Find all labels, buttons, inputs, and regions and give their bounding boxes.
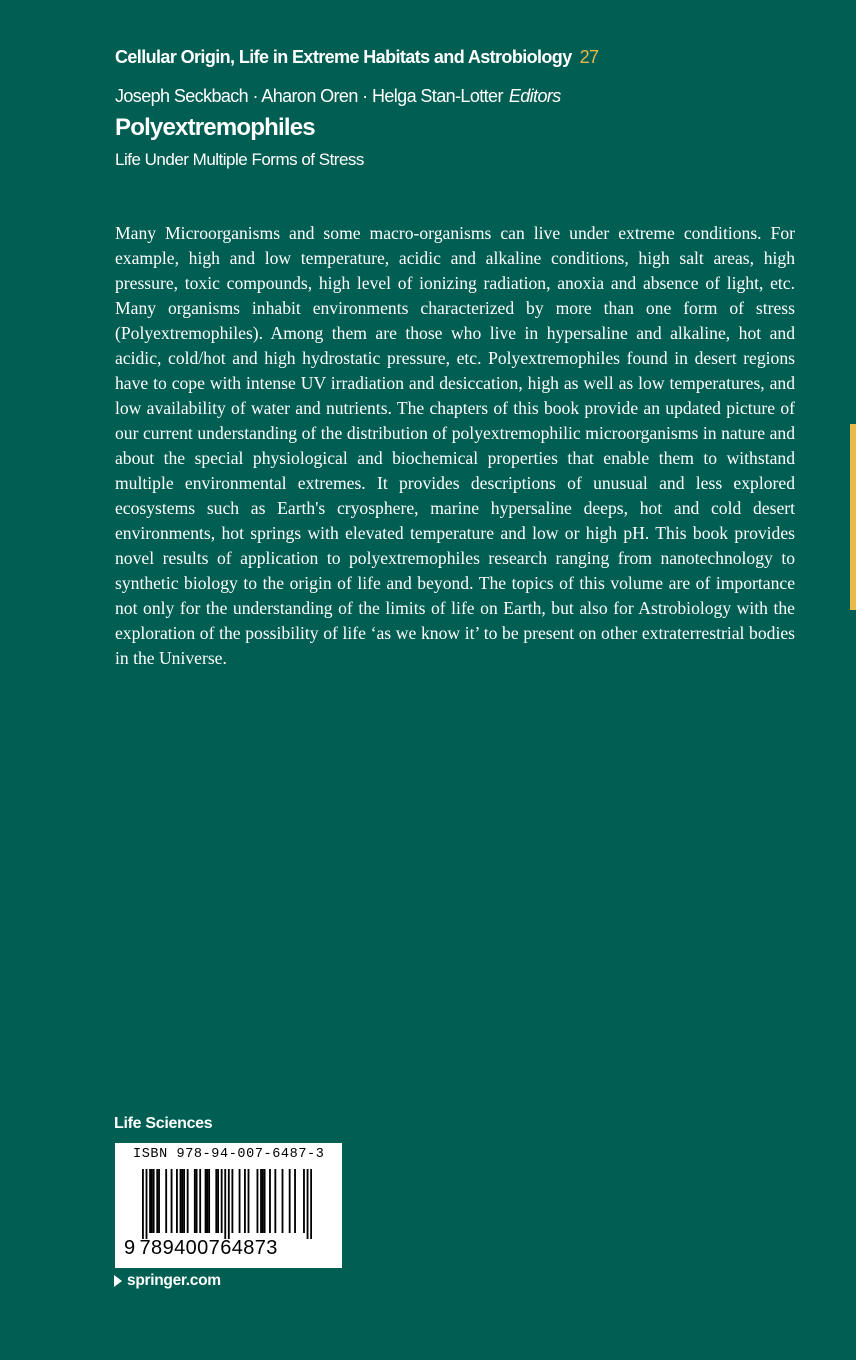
barcode-bar — [153, 1169, 155, 1233]
barcode-bar — [142, 1169, 144, 1239]
book-description: Many Microorganisms and some macro-organisms can live under extreme conditions. For example, high and low temperature, acidic and alkaline conditions, high salt areas, high pressure, toxic compounds, high level of ionizing radiation, anoxia and absence of light, etc. Many organisms inhabit environments characterized by more than one form of stress (Polyextremophiles). Among them are those who live in hypersaline and alkaline, hot and acidic, cold/hot and high hydrostatic pressure, etc. Polyextremophiles found in desert regions have to cope with intense UV irradiation and desiccation, high as well as low temperatures, and low availability of water and nutrients. The chapters of this book provide an updated picture of our current understanding of the distribution of polyextremophilic microorganisms in nature and about the special physiological and biochemical properties that enable them to withstand multiple environmental extremes. It provides descriptions of unusual and less explored ecosystems such as Earth's cryosphere, marine hypersaline deeps, hot and cold desert environments, hot springs with elevated temperature and low or high pH. This book provides novel results of application to polyextremophiles research ranging from nanotechnology to synthetic biology to the origin of life and beyond. The topics of this volume are of importance not only for the understanding of the limits of life on Earth, but also for Astrobiology with the exploration of the possibility of life ‘as we know it’ to be present on other extraterrestrial bodies in the Universe. — [115, 223, 795, 668]
barcode-digit-first: 9 — [124, 1237, 136, 1259]
publisher-url: springer.com — [127, 1272, 221, 1289]
barcode-bar — [196, 1169, 198, 1233]
barcode-bar — [205, 1169, 207, 1233]
barcode-bar — [165, 1169, 167, 1233]
barcode-bar — [282, 1169, 284, 1233]
barcode-bar — [289, 1169, 291, 1233]
series-volume: 27 — [579, 47, 599, 67]
barcode-bar — [310, 1169, 312, 1239]
barcode-bar — [257, 1169, 259, 1233]
barcode-bar — [187, 1169, 189, 1233]
barcode-digits-left: 789400 — [139, 1237, 209, 1259]
barcode-bar — [231, 1169, 233, 1233]
editors-role: Editors — [508, 86, 561, 106]
barcode-bar — [269, 1169, 271, 1233]
barcode-bar — [215, 1169, 217, 1233]
barcode-bar — [274, 1169, 276, 1233]
barcode-bar — [181, 1169, 183, 1233]
barcode-bar — [221, 1169, 223, 1233]
barcode-bar — [146, 1169, 148, 1239]
spine-accent-bar — [850, 424, 856, 610]
barcode-bar — [244, 1169, 246, 1233]
barcode-bar — [151, 1169, 153, 1233]
barcode-bar — [206, 1169, 208, 1233]
series-title — [115, 47, 598, 68]
barcode-bar — [294, 1169, 296, 1233]
subject-category: Life Sciences — [114, 1115, 213, 1132]
barcode-bar — [228, 1169, 230, 1239]
barcode-bar — [260, 1169, 262, 1233]
barcode-bar — [158, 1169, 160, 1233]
book-subtitle: Life Under Multiple Forms of Stress — [115, 150, 364, 169]
isbn-label: ISBN 978-94-007-6487-3 — [133, 1147, 325, 1162]
barcode-bar — [264, 1169, 266, 1233]
barcode-bar — [194, 1169, 196, 1233]
barcode-bar — [262, 1169, 264, 1233]
barcode-bar — [307, 1169, 309, 1239]
publisher-link[interactable] — [114, 1272, 221, 1290]
series-name: Cellular Origin, Life in Extreme Habitats and Astrobiology — [115, 47, 572, 67]
barcode-bar — [176, 1169, 178, 1233]
barcode-bar — [199, 1169, 201, 1233]
arrow-icon — [114, 1275, 122, 1287]
barcode-bar — [149, 1169, 151, 1233]
editors-line — [115, 86, 561, 107]
barcode-bar — [156, 1169, 158, 1233]
barcode-digits-right: 764873 — [208, 1237, 278, 1259]
editor-names: Joseph Seckbach · Aharon Oren · Helga Stan-Lotter — [115, 86, 503, 106]
isbn-barcode — [115, 1143, 342, 1268]
barcode-digits — [124, 1237, 278, 1260]
barcode-bar — [239, 1169, 241, 1233]
barcode-bar — [217, 1169, 219, 1233]
barcode-bar — [208, 1169, 210, 1233]
barcode-bar — [248, 1169, 250, 1233]
barcode-bar — [183, 1169, 185, 1233]
book-title: Polyextremophiles — [115, 114, 315, 141]
barcode-bar — [224, 1169, 226, 1239]
barcode-bar — [303, 1169, 305, 1233]
barcode-bar — [171, 1169, 173, 1233]
barcode-bar — [180, 1169, 182, 1233]
barcode-bars — [142, 1169, 312, 1239]
